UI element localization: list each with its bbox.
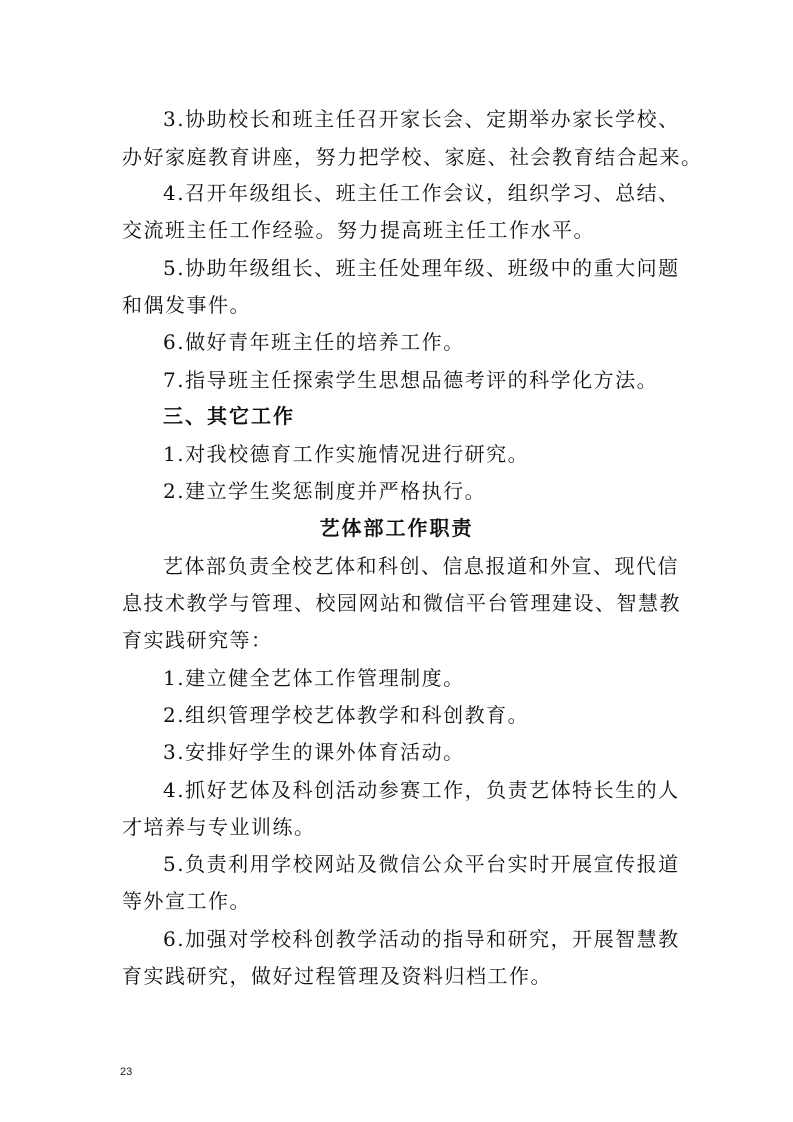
paragraph-line: 5.负责利用学校网站及微信公众平台实时开展宣传报道 bbox=[163, 852, 680, 876]
paragraph-line: 5.协助年级组长、班主任处理年级、班级中的重大问题 bbox=[163, 256, 680, 280]
paragraph-line: 6.做好青年班主任的培养工作。 bbox=[163, 330, 465, 354]
paragraph-line: 2.组织管理学校艺体教学和科创教育。 bbox=[163, 703, 530, 727]
paragraph-line: 育实践研究，做好过程管理及资料归档工作。 bbox=[122, 964, 552, 988]
paragraph-line: 2.建立学生奖惩制度并严格执行。 bbox=[163, 479, 487, 503]
paragraph-line: 1.对我校德育工作实施情况进行研究。 bbox=[163, 442, 530, 466]
paragraph-line: 息技术教学与管理、校园网站和微信平台管理建设、智慧教 bbox=[122, 591, 681, 615]
paragraph-line: 交流班主任工作经验。努力提高班主任工作水平。 bbox=[122, 218, 595, 242]
paragraph-line: 1.建立健全艺体工作管理制度。 bbox=[163, 666, 465, 690]
paragraph-line: 办好家庭教育讲座，努力把学校、家庭、社会教育结合起来。 bbox=[122, 145, 703, 169]
paragraph-line: 才培养与专业训练。 bbox=[122, 815, 316, 839]
paragraph-line: 4.抓好艺体及科创活动参赛工作，负责艺体特长生的人 bbox=[163, 778, 680, 802]
paragraph-line: 等外宣工作。 bbox=[122, 889, 251, 913]
paragraph-line: 3.安排好学生的课外体育活动。 bbox=[163, 740, 465, 764]
paragraph-line: 3.协助校长和班主任召开家长会、定期举办家长学校、 bbox=[163, 107, 680, 131]
paragraph-line: 育实践研究等： bbox=[122, 628, 273, 652]
section-heading: 三、其它工作 bbox=[163, 404, 295, 428]
paragraph-line: 7.指导班主任探索学生思想品德考评的科学化方法。 bbox=[163, 368, 659, 392]
section-title: 艺体部工作职责 bbox=[319, 516, 474, 540]
paragraph-line: 4.召开年级组长、班主任工作会议，组织学习、总结、 bbox=[163, 181, 680, 205]
page-number: 23 bbox=[120, 1066, 133, 1078]
paragraph-line: 艺体部负责全校艺体和科创、信息报道和外宣、现代信 bbox=[163, 554, 679, 578]
paragraph-line: 6.加强对学校科创教学活动的指导和研究，开展智慧教 bbox=[163, 927, 680, 951]
paragraph-line: 和偶发事件。 bbox=[122, 293, 251, 317]
